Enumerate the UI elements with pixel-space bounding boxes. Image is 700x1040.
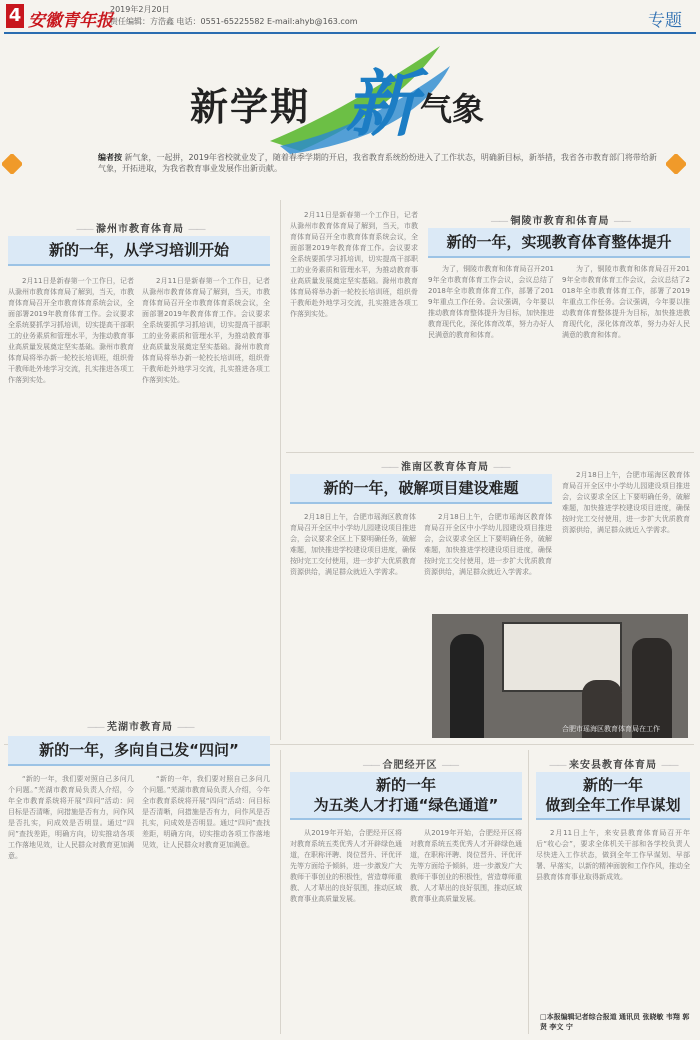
article-paragraph: 2月11日是新春第一个工作日，记者从滁州市教育体育局了解到，当天，市教育体育局召开全市教育体育系统会议，全面部署2019年教育体育工作。会议要求全系统要抓学习抓培训，切实提高干部职工的业务素质和管理水平，为推动教育事业高质量发展奠定坚实基础。滁州市教育体育局将举办新一轮校长培训班，组织骨干教师赴外地学习交流，扎实推进各项工作落到实处。 bbox=[8, 277, 134, 384]
article-body-col2 bbox=[142, 774, 270, 1034]
article-body-col2 bbox=[562, 264, 690, 444]
article-title-line: 新的一年 bbox=[582, 776, 643, 794]
person-figure bbox=[632, 638, 672, 738]
column-rule bbox=[528, 750, 529, 1034]
newspaper-name: 安徽青年报 bbox=[28, 11, 113, 31]
page-header bbox=[0, 0, 700, 34]
banner-title-2: 气象 bbox=[420, 90, 485, 128]
article-paragraph: “新的一年，我们要对照自己多问几个问题。”芜湖市教育局负责人介绍，今年全市教育系统将开展“四问”活动：问目标是否清晰，问措施是否有力，问作风是否扎实，问成效是否明显。通过“四问”查找差距，明确方向，切实推动各项工作落地见效，让人民群众对教育更加满意。 bbox=[142, 775, 270, 849]
article-body-col3 bbox=[562, 470, 690, 608]
article-body-col3 bbox=[290, 210, 418, 450]
article-paragraph: 为了，铜陵市教育和体育局召开2019年全市教育体育工作会议，会议总结了2018年全市教育体育工作，部署了2019年重点工作任务。会议强调，今年要以推动教育体育整体提升为目标，加快推进教育现代化，深化体育改革，努力办好人民满意的教育和体育。 bbox=[562, 265, 690, 339]
article-paragraph: 2月11日是新春第一个工作日，记者从滁州市教育体育局了解到，当天，市教育体育局召开全市教育体育系统会议，全面部署2019年教育体育工作。会议要求全系统要抓学习抓培训，切实提高干部职工的业务素质和管理水平，为推动教育事业高质量发展奠定坚实基础。滁州市教育体育局将举办新一轮校长培训班，组织骨干教师赴外地学习交流，扎实推进各项工作落到实处。 bbox=[290, 211, 418, 318]
header-meta bbox=[110, 4, 358, 28]
editor-note-text: 新气象，一起拼，2019年省校就业发了，随着春季学期的开启，我省教育系统纷纷进入了工作状态，明确新目标，新举措，我省各市教育部门将带给新气象，开拓进取，为我省教育事业发展作出新贡献。 bbox=[98, 153, 657, 173]
article-title: 新的一年，从学习培训开始 bbox=[8, 236, 270, 266]
section-rule bbox=[286, 452, 694, 453]
article-title bbox=[536, 772, 690, 820]
article-body-col2 bbox=[424, 512, 552, 608]
article-paragraph: 2月18日上午，合肥市瑶海区教育体育局召开全区中小学幼儿园建设项目推进会，会议要求全区上下要明确任务，破解难题，加快推进学校建设项目进度，确保按时完工交付使用，进一步扩大优质教育资源供给，满足群众就近入学需求。 bbox=[424, 513, 552, 576]
column-rule bbox=[280, 750, 281, 1034]
section-label: 专题 bbox=[648, 11, 682, 31]
editor-note bbox=[98, 152, 658, 188]
article-org: —— 来安县教育体育局 —— bbox=[536, 756, 690, 771]
editor-contact: 责任编辑：方浩鑫 电话：0551-65225582 E-mail:ahyb@163.com bbox=[110, 17, 358, 26]
issue-date: 2019年2月20日 bbox=[110, 5, 170, 14]
article-body-col2 bbox=[142, 276, 270, 706]
article-title: 新的一年，多向自己发“四问” bbox=[8, 736, 270, 766]
article-title-line: 为五类人才打通“绿色通道” bbox=[313, 796, 499, 814]
banner-title-1: 新学期 bbox=[190, 85, 311, 129]
article-org: —— 滁州市教育体育局 —— bbox=[40, 220, 240, 235]
editor-note-label: 编者按 bbox=[98, 153, 122, 162]
article-body bbox=[428, 264, 554, 444]
article-body bbox=[290, 512, 416, 738]
article-body bbox=[8, 774, 134, 1034]
article-org: —— 淮南区教育体育局 —— bbox=[345, 458, 545, 473]
article-title: 新的一年，破解项目建设难题 bbox=[290, 474, 552, 504]
banner-title-big: 新 bbox=[345, 62, 418, 146]
article-paragraph: 为了，铜陵市教育和体育局召开2019年全市教育体育工作会议，会议总结了2018年全市教育体育工作，部署了2019年重点工作任务。会议强调，今年要以推动教育体育整体提升为目标，加快推进教育现代化，深化体育改革，努力办好人民满意的教育和体育。 bbox=[428, 265, 554, 339]
news-photo bbox=[432, 614, 688, 738]
article-body bbox=[8, 276, 134, 706]
article-paragraph: 从2019年开始，合肥经开区将对教育系统五类优秀人才开辟绿色通道，在职称评聘、岗位晋升、评优评先等方面给予倾斜，进一步激发广大教师干事创业的积极性，营造尊师重教、人才辈出的良好氛围，推动区域教育事业高质量发展。 bbox=[410, 829, 522, 903]
article-paragraph: 从2019年开始，合肥经开区将对教育系统五类优秀人才开辟绿色通道，在职称评聘、岗位晋升、评优评先等方面给予倾斜，进一步激发广大教师干事创业的积极性，营造尊师重教、人才辈出的良好氛围，推动区域教育事业高质量发展。 bbox=[290, 829, 402, 903]
article-org: —— 铜陵市教育和体育局 —— bbox=[455, 212, 665, 227]
article-org: —— 芜湖市教育局 —— bbox=[40, 718, 240, 733]
page-number: 4 bbox=[6, 4, 24, 28]
note-icon bbox=[2, 154, 22, 174]
article-org: —— 合肥经开区 —— bbox=[310, 756, 510, 771]
article-title: 新的一年，实现教育体育整体提升 bbox=[428, 228, 690, 258]
article-paragraph: “新的一年，我们要对照自己多问几个问题。”芜湖市教育局负责人介绍，今年全市教育系统将开展“四问”活动：问目标是否清晰，问措施是否有力，问作风是否扎实，问成效是否明显。通过“四问”查找差距，明确方向，切实推动各项工作落地见效，让人民群众对教育更加满意。 bbox=[8, 775, 134, 860]
reporter-credits: □本报编辑记者综合报道 通讯员 张晓敏 韦翔 郭贤 李文 宁 bbox=[540, 1013, 690, 1031]
person-figure bbox=[450, 634, 484, 738]
note-end-icon bbox=[666, 154, 686, 174]
article-body-col2 bbox=[410, 828, 522, 1034]
article-paragraph: 2月18日上午，合肥市瑶海区教育体育局召开全区中小学幼儿园建设项目推进会，会议要求全区上下要明确任务，破解难题，加快推进学校建设项目进度，确保按时完工交付使用，进一步扩大优质教育资源供给，满足群众就近入学需求。 bbox=[290, 513, 416, 576]
article-paragraph: 2月11日上午，来安县教育体育局召开年后“收心会”，要求全体机关干部和各学校负责人尽快进入工作状态，做到全年工作早谋划、早部署、早落实，以新的精神面貌和工作作风，推动全县教育体育事业取得新成效。 bbox=[536, 829, 690, 881]
article-title-line: 新的一年 bbox=[375, 776, 436, 794]
article-title bbox=[290, 772, 522, 820]
column-rule bbox=[280, 200, 281, 740]
photo-caption: 合肥市瑶海区教育体育局在工作 bbox=[562, 725, 660, 733]
article-body bbox=[290, 828, 402, 1034]
article-body bbox=[536, 828, 690, 1008]
article-paragraph: 2月11日是新春第一个工作日，记者从滁州市教育体育局了解到，当天，市教育体育局召开全市教育体育系统会议，全面部署2019年教育体育工作。会议要求全系统要抓学习抓培训，切实提高干部职工的业务素质和管理水平，为推动教育事业高质量发展奠定坚实基础。滁州市教育体育局将举办新一轮校长培训班，组织骨干教师赴外地学习交流，扎实推进各项工作落到实处。 bbox=[142, 277, 270, 384]
article-title-line: 做到全年工作早谋划 bbox=[545, 796, 681, 814]
header-rule bbox=[4, 32, 696, 34]
article-paragraph: 2月18日上午，合肥市瑶海区教育体育局召开全区中小学幼儿园建设项目推进会，会议要求全区上下要明确任务，破解难题，加快推进学校建设项目进度，确保按时完工交付使用，进一步扩大优质教育资源供给，满足群众就近入学需求。 bbox=[562, 471, 690, 534]
